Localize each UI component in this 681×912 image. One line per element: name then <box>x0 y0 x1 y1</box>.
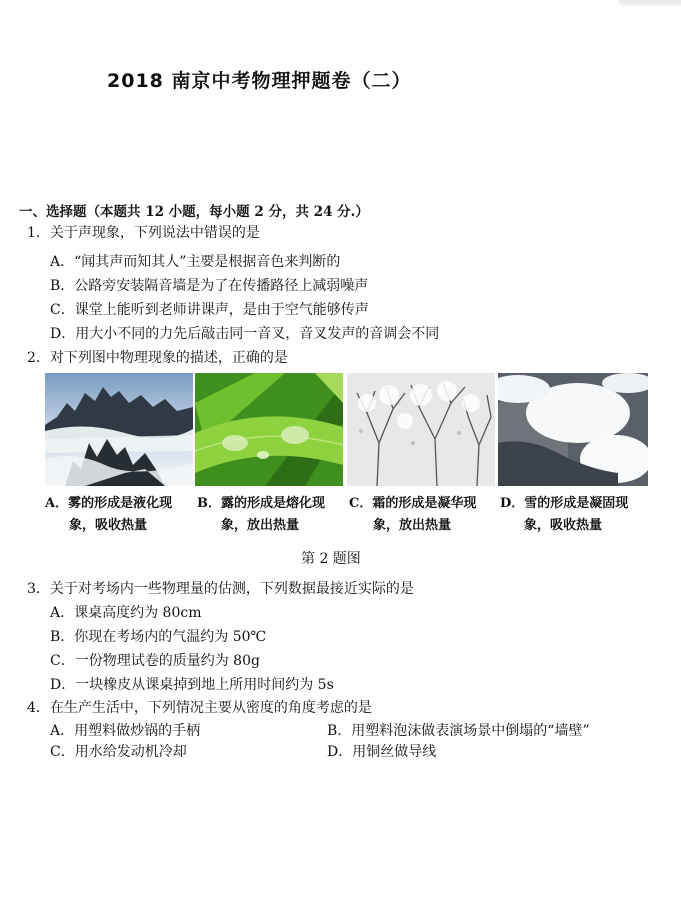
question-3-option-c: C．一份物理试卷的质量约为 80g <box>50 653 260 669</box>
snow-rock-photo <box>498 373 648 486</box>
question-3-stem: 3．关于对考场内一些物理量的估测，下列数据最接近实际的是 <box>27 581 414 597</box>
fog-mountain-photo <box>45 373 193 486</box>
question-1-option-c: C．课堂上能听到老师讲课声，是由于空气能够传声 <box>50 302 369 318</box>
question-2-option-c <box>349 493 476 537</box>
option-b-line-2: 象，放出热量 <box>221 518 300 533</box>
option-d-line-1: D．雪的形成是凝固现 <box>500 496 629 511</box>
question-4-option-c: C．用水给发动机冷却 <box>50 744 187 760</box>
question-2-option-d <box>500 493 628 537</box>
question-4-option-b: B．用塑料泡沫做表演场景中倒塌的“墙壁” <box>327 723 590 739</box>
question-1-stem <box>27 222 260 242</box>
question-2-option-b <box>197 493 325 537</box>
question-4-option-d: D．用铜丝做导线 <box>327 744 437 760</box>
question-2-stem: 2．对下列图中物理现象的描述，正确的是 <box>27 350 288 366</box>
question-1-stem-pre: 1．关于声现象，下列说法中 <box>27 225 204 241</box>
question-3-option-a: A．课桌高度约为 80cm <box>50 605 202 621</box>
question-4-option-a: A．用塑料做炒锅的手柄 <box>50 723 201 739</box>
page-title: 2018 南京中考物理押题卷（二） <box>107 70 412 92</box>
question-1-option-a: A．“闻其声而知其人”主要是根据音色来判断的 <box>50 254 341 270</box>
question-1-emphasis: 错误 <box>203 225 232 241</box>
question-3-option-d: D．一块橡皮从课桌掉到地上所用时间约为 5s <box>50 677 334 693</box>
page-corner-shadow <box>619 0 681 6</box>
option-b-line-1: B．露的形成是熔化现 <box>197 496 325 511</box>
dew-leaf-photo <box>195 373 343 486</box>
option-d-line-2: 象，吸收热量 <box>524 518 603 533</box>
section-heading: 一、选择题（本题共 12 小题，每小题 2 分，共 24 分.） <box>19 204 369 220</box>
question-1-option-b: B．公路旁安装隔音墙是为了在传播路径上减弱噪声 <box>50 278 369 294</box>
question-4-stem: 4．在生产生活中，下列情况主要从密度的角度考虑的是 <box>27 700 372 716</box>
question-1-stem-post: 的是 <box>231 225 260 241</box>
option-c-line-1: C．霜的形成是凝华现 <box>349 496 477 511</box>
figure-label: 第 2 题图 <box>301 551 361 567</box>
option-a-line-2: 象，吸收热量 <box>69 518 148 533</box>
question-1-option-d: D．用大小不同的力先后敲击同一音叉，音叉发声的音调会不同 <box>50 326 440 342</box>
option-a-line-1: A．雾的形成是液化现 <box>45 496 173 511</box>
question-3-option-b: B．你现在考场内的气温约为 50℃ <box>50 629 267 645</box>
question-2-option-a <box>45 493 172 537</box>
option-c-line-2: 象，放出热量 <box>373 518 452 533</box>
frost-tree-photo <box>347 373 495 486</box>
